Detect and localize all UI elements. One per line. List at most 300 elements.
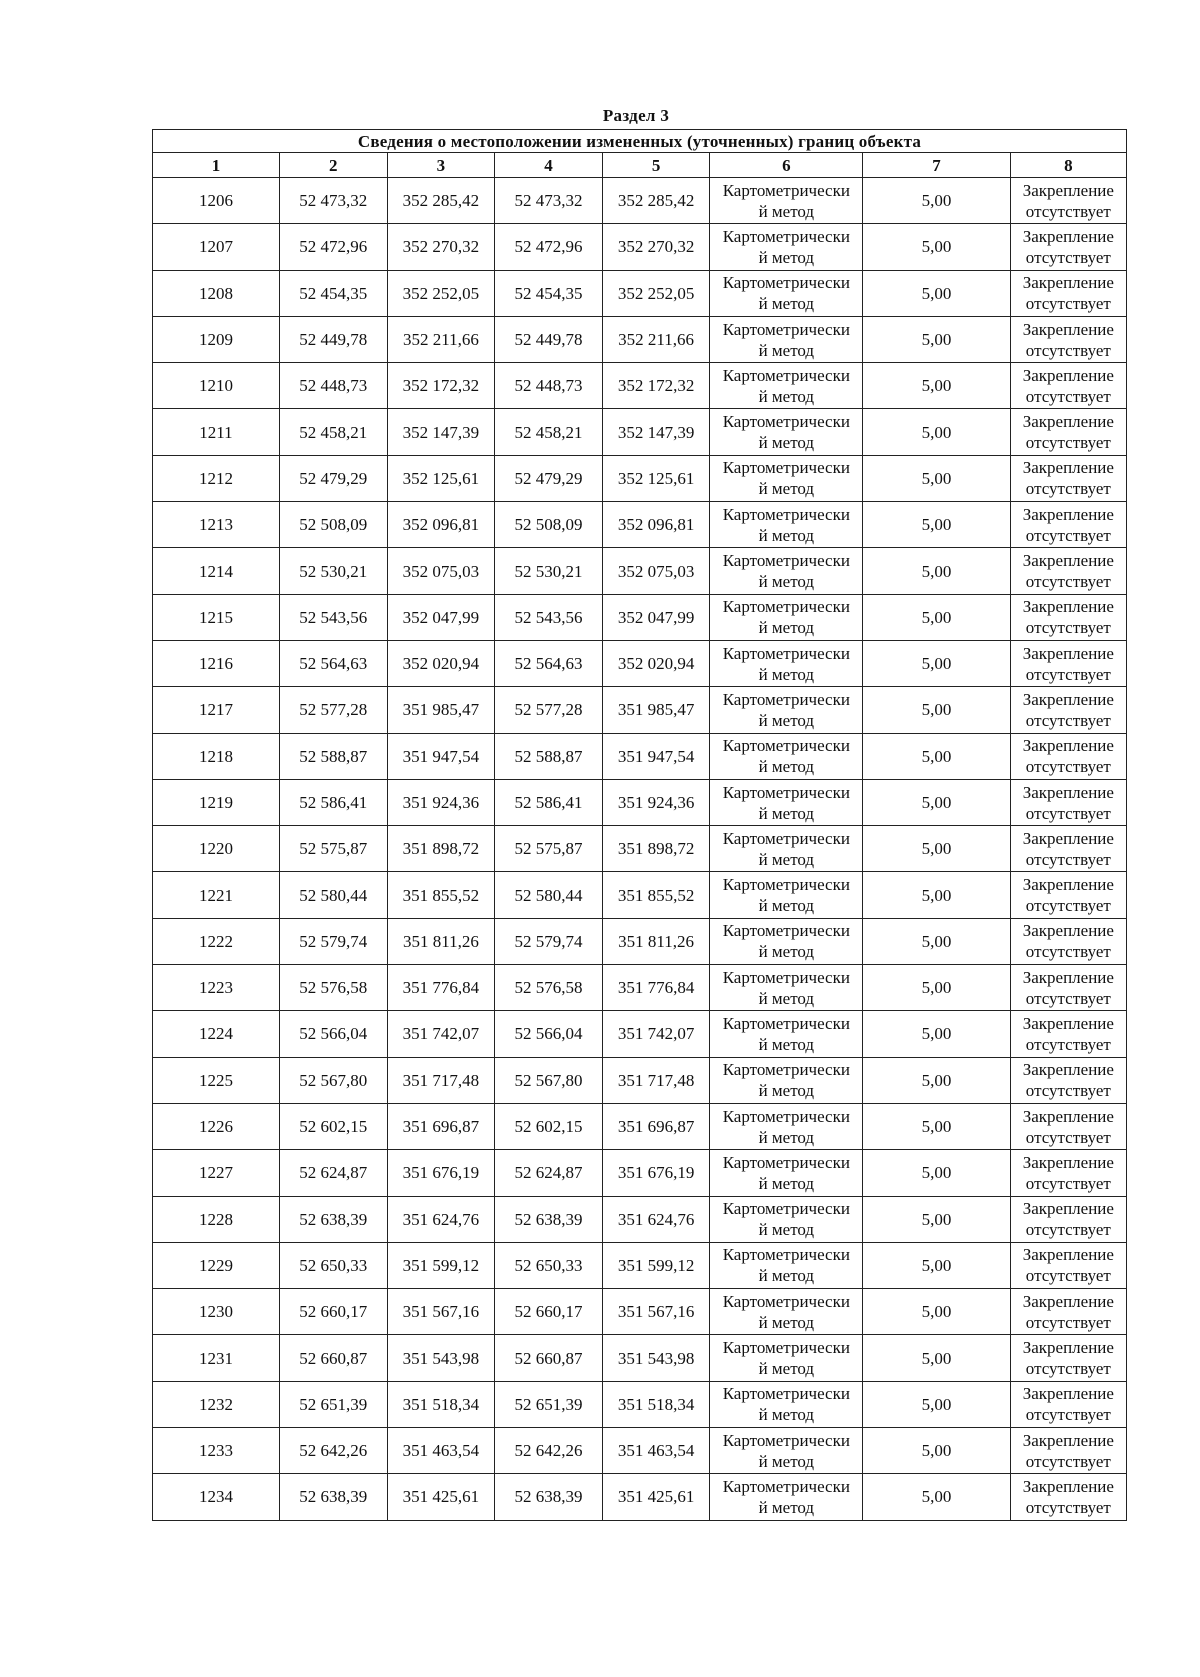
x-coordinate-cell: 52 577,28 — [495, 687, 603, 733]
method-line-2: й метод — [758, 942, 815, 962]
accuracy-cell: 5,00 — [863, 872, 1010, 918]
x-coordinate-cell: 52 449,78 — [279, 316, 387, 362]
x-coordinate-cell: 52 602,15 — [279, 1103, 387, 1149]
accuracy-cell: 5,00 — [863, 733, 1010, 779]
point-number-cell: 1217 — [153, 687, 280, 733]
x-coordinate-cell: 52 577,28 — [279, 687, 387, 733]
point-number-cell: 1216 — [153, 640, 280, 686]
table-caption: Сведения о местоположении измененных (уточненных) границ объекта — [153, 130, 1127, 153]
table-row — [153, 178, 1127, 224]
table-row — [153, 1057, 1127, 1103]
method-line-1: Картометрически — [722, 365, 850, 385]
table-body — [153, 178, 1127, 1521]
fix-line-1: Закрепление — [1022, 597, 1114, 617]
y-coordinate-cell: 351 924,36 — [602, 779, 710, 825]
fix-line-2: отсутствует — [1025, 525, 1111, 545]
x-coordinate-cell: 52 660,17 — [279, 1289, 387, 1335]
y-coordinate-cell: 351 425,61 — [387, 1474, 495, 1520]
point-number-cell: 1231 — [153, 1335, 280, 1381]
y-coordinate-cell: 351 676,19 — [387, 1150, 495, 1196]
method-cell — [710, 270, 863, 316]
fix-line-1: Закрепление — [1022, 1060, 1114, 1080]
fix-line-1: Закрепление — [1022, 1245, 1114, 1265]
method-line-2: й метод — [758, 710, 815, 730]
table-row — [153, 1242, 1127, 1288]
x-coordinate-cell: 52 586,41 — [495, 779, 603, 825]
point-number-cell: 1208 — [153, 270, 280, 316]
fix-line-2: отсутствует — [1025, 1173, 1111, 1193]
fix-line-1: Закрепление — [1022, 1106, 1114, 1126]
y-coordinate-cell: 351 985,47 — [602, 687, 710, 733]
fixing-cell — [1010, 548, 1126, 594]
accuracy-cell: 5,00 — [863, 548, 1010, 594]
method-line-1: Картометрически — [722, 412, 850, 432]
fixing-cell — [1010, 1150, 1126, 1196]
fixing-cell — [1010, 594, 1126, 640]
table-row — [153, 872, 1127, 918]
fixing-cell — [1010, 1196, 1126, 1242]
fix-line-1: Закрепление — [1022, 319, 1114, 339]
x-coordinate-cell: 52 638,39 — [279, 1196, 387, 1242]
fix-line-2: отсутствует — [1025, 1359, 1111, 1379]
fixing-cell — [1010, 965, 1126, 1011]
point-number-cell: 1215 — [153, 594, 280, 640]
fixing-cell — [1010, 779, 1126, 825]
method-line-2: й метод — [758, 988, 815, 1008]
fix-line-2: отсутствует — [1025, 247, 1111, 267]
y-coordinate-cell: 352 211,66 — [602, 316, 710, 362]
column-number: 3 — [387, 153, 495, 178]
y-coordinate-cell: 351 518,34 — [387, 1381, 495, 1427]
fix-line-1: Закрепление — [1022, 1430, 1114, 1450]
x-coordinate-cell: 52 579,74 — [495, 918, 603, 964]
fix-line-1: Закрепление — [1022, 643, 1114, 663]
method-line-2: й метод — [758, 525, 815, 545]
fix-line-1: Закрепление — [1022, 1338, 1114, 1358]
x-coordinate-cell: 52 458,21 — [279, 409, 387, 455]
method-line-1: Картометрически — [722, 1013, 850, 1033]
y-coordinate-cell: 352 211,66 — [387, 316, 495, 362]
y-coordinate-cell: 352 147,39 — [602, 409, 710, 455]
fixing-cell — [1010, 1103, 1126, 1149]
accuracy-cell: 5,00 — [863, 779, 1010, 825]
x-coordinate-cell: 52 449,78 — [495, 316, 603, 362]
method-line-1: Картометрически — [722, 458, 850, 478]
fix-line-2: отсутствует — [1025, 340, 1111, 360]
point-number-cell: 1225 — [153, 1057, 280, 1103]
method-cell — [710, 594, 863, 640]
method-cell — [710, 1289, 863, 1335]
point-number-cell: 1230 — [153, 1289, 280, 1335]
method-line-2: й метод — [758, 386, 815, 406]
x-coordinate-cell: 52 660,17 — [495, 1289, 603, 1335]
point-number-cell: 1212 — [153, 455, 280, 501]
y-coordinate-cell: 352 270,32 — [387, 224, 495, 270]
table-row — [153, 1150, 1127, 1196]
accuracy-cell: 5,00 — [863, 1011, 1010, 1057]
y-coordinate-cell: 352 047,99 — [387, 594, 495, 640]
fix-line-1: Закрепление — [1022, 828, 1114, 848]
method-cell — [710, 1196, 863, 1242]
column-number: 7 — [863, 153, 1010, 178]
fixing-cell — [1010, 1242, 1126, 1288]
y-coordinate-cell: 351 985,47 — [387, 687, 495, 733]
point-number-cell: 1213 — [153, 502, 280, 548]
x-coordinate-cell: 52 650,33 — [279, 1242, 387, 1288]
x-coordinate-cell: 52 642,26 — [279, 1428, 387, 1474]
fix-line-2: отсутствует — [1025, 896, 1111, 916]
method-cell — [710, 1335, 863, 1381]
accuracy-cell: 5,00 — [863, 594, 1010, 640]
y-coordinate-cell: 351 425,61 — [602, 1474, 710, 1520]
fix-line-2: отсутствует — [1025, 618, 1111, 638]
method-line-2: й метод — [758, 1497, 815, 1517]
y-coordinate-cell: 352 172,32 — [602, 363, 710, 409]
point-number-cell: 1214 — [153, 548, 280, 594]
accuracy-cell: 5,00 — [863, 316, 1010, 362]
fixing-cell — [1010, 178, 1126, 224]
method-cell — [710, 733, 863, 779]
table-row — [153, 1335, 1127, 1381]
accuracy-cell: 5,00 — [863, 1381, 1010, 1427]
method-line-2: й метод — [758, 849, 815, 869]
method-line-2: й метод — [758, 664, 815, 684]
y-coordinate-cell: 352 125,61 — [387, 455, 495, 501]
x-coordinate-cell: 52 473,32 — [495, 178, 603, 224]
y-coordinate-cell: 352 252,05 — [602, 270, 710, 316]
x-coordinate-cell: 52 454,35 — [495, 270, 603, 316]
fix-line-1: Закрепление — [1022, 875, 1114, 895]
y-coordinate-cell: 351 624,76 — [602, 1196, 710, 1242]
method-line-1: Картометрически — [722, 875, 850, 895]
method-cell — [710, 872, 863, 918]
point-number-cell: 1218 — [153, 733, 280, 779]
x-coordinate-cell: 52 458,21 — [495, 409, 603, 455]
y-coordinate-cell: 352 020,94 — [602, 640, 710, 686]
y-coordinate-cell: 351 898,72 — [387, 826, 495, 872]
fix-line-1: Закрепление — [1022, 1384, 1114, 1404]
x-coordinate-cell: 52 472,96 — [279, 224, 387, 270]
x-coordinate-cell: 52 448,73 — [279, 363, 387, 409]
y-coordinate-cell: 351 924,36 — [387, 779, 495, 825]
y-coordinate-cell: 352 096,81 — [602, 502, 710, 548]
accuracy-cell: 5,00 — [863, 455, 1010, 501]
column-number: 6 — [710, 153, 863, 178]
y-coordinate-cell: 352 047,99 — [602, 594, 710, 640]
fix-line-2: отсутствует — [1025, 1405, 1111, 1425]
fix-line-2: отсутствует — [1025, 942, 1111, 962]
point-number-cell: 1227 — [153, 1150, 280, 1196]
y-coordinate-cell: 351 947,54 — [602, 733, 710, 779]
method-cell — [710, 826, 863, 872]
table-row — [153, 1103, 1127, 1149]
fix-line-2: отсутствует — [1025, 1081, 1111, 1101]
method-line-1: Картометрически — [722, 319, 850, 339]
y-coordinate-cell: 351 776,84 — [602, 965, 710, 1011]
x-coordinate-cell: 52 530,21 — [279, 548, 387, 594]
method-cell — [710, 1428, 863, 1474]
column-number: 8 — [1010, 153, 1126, 178]
method-cell — [710, 178, 863, 224]
point-number-cell: 1223 — [153, 965, 280, 1011]
accuracy-cell: 5,00 — [863, 687, 1010, 733]
accuracy-cell: 5,00 — [863, 502, 1010, 548]
x-coordinate-cell: 52 479,29 — [495, 455, 603, 501]
accuracy-cell: 5,00 — [863, 1474, 1010, 1520]
fixing-cell — [1010, 872, 1126, 918]
x-coordinate-cell: 52 566,04 — [495, 1011, 603, 1057]
point-number-cell: 1211 — [153, 409, 280, 455]
method-line-1: Картометрически — [722, 1060, 850, 1080]
method-line-1: Картометрически — [722, 828, 850, 848]
accuracy-cell: 5,00 — [863, 1150, 1010, 1196]
fixing-cell — [1010, 409, 1126, 455]
method-line-1: Картометрически — [722, 643, 850, 663]
fixing-cell — [1010, 270, 1126, 316]
accuracy-cell: 5,00 — [863, 1196, 1010, 1242]
accuracy-cell: 5,00 — [863, 1057, 1010, 1103]
method-cell — [710, 548, 863, 594]
method-line-1: Картометрически — [722, 689, 850, 709]
accuracy-cell: 5,00 — [863, 178, 1010, 224]
point-number-cell: 1233 — [153, 1428, 280, 1474]
point-number-cell: 1226 — [153, 1103, 280, 1149]
method-cell — [710, 1011, 863, 1057]
method-line-1: Картометрически — [722, 1291, 850, 1311]
method-cell — [710, 224, 863, 270]
y-coordinate-cell: 352 075,03 — [387, 548, 495, 594]
fixing-cell — [1010, 502, 1126, 548]
point-number-cell: 1207 — [153, 224, 280, 270]
method-cell — [710, 779, 863, 825]
fixing-cell — [1010, 455, 1126, 501]
fix-line-1: Закрепление — [1022, 782, 1114, 802]
y-coordinate-cell: 351 567,16 — [387, 1289, 495, 1335]
method-cell — [710, 363, 863, 409]
table-row — [153, 918, 1127, 964]
accuracy-cell: 5,00 — [863, 409, 1010, 455]
method-line-2: й метод — [758, 618, 815, 638]
accuracy-cell: 5,00 — [863, 918, 1010, 964]
method-line-2: й метод — [758, 1220, 815, 1240]
method-line-1: Картометрически — [722, 1338, 850, 1358]
method-cell — [710, 1150, 863, 1196]
y-coordinate-cell: 351 599,12 — [387, 1242, 495, 1288]
y-coordinate-cell: 352 252,05 — [387, 270, 495, 316]
accuracy-cell: 5,00 — [863, 224, 1010, 270]
x-coordinate-cell: 52 588,87 — [279, 733, 387, 779]
accuracy-cell: 5,00 — [863, 1428, 1010, 1474]
table-caption-row — [153, 130, 1127, 153]
x-coordinate-cell: 52 660,87 — [279, 1335, 387, 1381]
fix-line-1: Закрепление — [1022, 273, 1114, 293]
x-coordinate-cell: 52 566,04 — [279, 1011, 387, 1057]
table-row — [153, 1381, 1127, 1427]
fix-line-2: отсутствует — [1025, 294, 1111, 314]
method-cell — [710, 409, 863, 455]
point-number-cell: 1210 — [153, 363, 280, 409]
accuracy-cell: 5,00 — [863, 1289, 1010, 1335]
fix-line-2: отсутствует — [1025, 710, 1111, 730]
accuracy-cell: 5,00 — [863, 826, 1010, 872]
point-number-cell: 1222 — [153, 918, 280, 964]
method-line-2: й метод — [758, 247, 815, 267]
table-row — [153, 502, 1127, 548]
method-line-1: Картометрически — [722, 967, 850, 987]
point-number-cell: 1228 — [153, 1196, 280, 1242]
y-coordinate-cell: 352 147,39 — [387, 409, 495, 455]
y-coordinate-cell: 351 463,54 — [602, 1428, 710, 1474]
method-line-2: й метод — [758, 757, 815, 777]
fixing-cell — [1010, 1335, 1126, 1381]
method-cell — [710, 965, 863, 1011]
accuracy-cell: 5,00 — [863, 965, 1010, 1011]
point-number-cell: 1232 — [153, 1381, 280, 1427]
method-line-2: й метод — [758, 1081, 815, 1101]
point-number-cell: 1219 — [153, 779, 280, 825]
method-line-2: й метод — [758, 1312, 815, 1332]
table-row — [153, 316, 1127, 362]
method-line-2: й метод — [758, 896, 815, 916]
fix-line-1: Закрепление — [1022, 504, 1114, 524]
fix-line-1: Закрепление — [1022, 921, 1114, 941]
x-coordinate-cell: 52 580,44 — [495, 872, 603, 918]
fix-line-1: Закрепление — [1022, 180, 1114, 200]
fix-line-2: отсутствует — [1025, 849, 1111, 869]
table-row — [153, 1011, 1127, 1057]
fix-line-1: Закрепление — [1022, 365, 1114, 385]
method-cell — [710, 640, 863, 686]
fixing-cell — [1010, 1381, 1126, 1427]
x-coordinate-cell: 52 586,41 — [279, 779, 387, 825]
x-coordinate-cell: 52 638,39 — [495, 1196, 603, 1242]
y-coordinate-cell: 352 285,42 — [602, 178, 710, 224]
table-row — [153, 826, 1127, 872]
y-coordinate-cell: 351 567,16 — [602, 1289, 710, 1335]
method-line-1: Картометрически — [722, 736, 850, 756]
fix-line-1: Закрепление — [1022, 689, 1114, 709]
method-line-2: й метод — [758, 1451, 815, 1471]
accuracy-cell: 5,00 — [863, 1103, 1010, 1149]
fix-line-2: отсутствует — [1025, 386, 1111, 406]
fixing-cell — [1010, 733, 1126, 779]
x-coordinate-cell: 52 651,39 — [495, 1381, 603, 1427]
method-line-2: й метод — [758, 1405, 815, 1425]
point-number-cell: 1220 — [153, 826, 280, 872]
method-line-2: й метод — [758, 803, 815, 823]
x-coordinate-cell: 52 624,87 — [279, 1150, 387, 1196]
x-coordinate-cell: 52 650,33 — [495, 1242, 603, 1288]
fixing-cell — [1010, 224, 1126, 270]
x-coordinate-cell: 52 651,39 — [279, 1381, 387, 1427]
x-coordinate-cell: 52 642,26 — [495, 1428, 603, 1474]
y-coordinate-cell: 351 676,19 — [602, 1150, 710, 1196]
fixing-cell — [1010, 826, 1126, 872]
point-number-cell: 1229 — [153, 1242, 280, 1288]
y-coordinate-cell: 351 624,76 — [387, 1196, 495, 1242]
x-coordinate-cell: 52 575,87 — [495, 826, 603, 872]
y-coordinate-cell: 351 776,84 — [387, 965, 495, 1011]
method-line-1: Картометрически — [722, 226, 850, 246]
accuracy-cell: 5,00 — [863, 270, 1010, 316]
x-coordinate-cell: 52 588,87 — [495, 733, 603, 779]
table-row — [153, 1196, 1127, 1242]
x-coordinate-cell: 52 567,80 — [495, 1057, 603, 1103]
fix-line-1: Закрепление — [1022, 967, 1114, 987]
x-coordinate-cell: 52 473,32 — [279, 178, 387, 224]
fix-line-2: отсутствует — [1025, 1220, 1111, 1240]
method-cell — [710, 1057, 863, 1103]
method-line-1: Картометрически — [722, 1476, 850, 1496]
x-coordinate-cell: 52 564,63 — [495, 640, 603, 686]
method-cell — [710, 918, 863, 964]
fix-line-2: отсутствует — [1025, 1127, 1111, 1147]
x-coordinate-cell: 52 580,44 — [279, 872, 387, 918]
method-cell — [710, 1474, 863, 1520]
y-coordinate-cell: 351 696,87 — [602, 1103, 710, 1149]
method-line-2: й метод — [758, 1127, 815, 1147]
column-number: 1 — [153, 153, 280, 178]
method-line-1: Картометрически — [722, 180, 850, 200]
y-coordinate-cell: 351 855,52 — [602, 872, 710, 918]
y-coordinate-cell: 351 947,54 — [387, 733, 495, 779]
method-cell — [710, 502, 863, 548]
column-number: 5 — [602, 153, 710, 178]
table-row — [153, 1474, 1127, 1520]
fixing-cell — [1010, 1011, 1126, 1057]
table-row — [153, 965, 1127, 1011]
method-line-2: й метод — [758, 572, 815, 592]
fix-line-2: отсутствует — [1025, 433, 1111, 453]
table-row — [153, 270, 1127, 316]
method-line-1: Картометрически — [722, 504, 850, 524]
y-coordinate-cell: 351 599,12 — [602, 1242, 710, 1288]
fix-line-1: Закрепление — [1022, 1291, 1114, 1311]
point-number-cell: 1221 — [153, 872, 280, 918]
fix-line-2: отсутствует — [1025, 757, 1111, 777]
fix-line-1: Закрепление — [1022, 551, 1114, 571]
x-coordinate-cell: 52 567,80 — [279, 1057, 387, 1103]
y-coordinate-cell: 351 811,26 — [387, 918, 495, 964]
method-line-1: Картометрически — [722, 1245, 850, 1265]
method-line-1: Картометрически — [722, 1106, 850, 1126]
column-number: 2 — [279, 153, 387, 178]
x-coordinate-cell: 52 564,63 — [279, 640, 387, 686]
fixing-cell — [1010, 1057, 1126, 1103]
x-coordinate-cell: 52 508,09 — [495, 502, 603, 548]
point-number-cell: 1224 — [153, 1011, 280, 1057]
x-coordinate-cell: 52 448,73 — [495, 363, 603, 409]
fix-line-2: отсутствует — [1025, 664, 1111, 684]
y-coordinate-cell: 351 717,48 — [602, 1057, 710, 1103]
method-line-2: й метод — [758, 479, 815, 499]
y-coordinate-cell: 351 543,98 — [602, 1335, 710, 1381]
method-line-1: Картометрически — [722, 597, 850, 617]
fixing-cell — [1010, 363, 1126, 409]
coordinates-table — [152, 129, 1127, 1521]
fix-line-1: Закрепление — [1022, 1476, 1114, 1496]
y-coordinate-cell: 351 811,26 — [602, 918, 710, 964]
table-row — [153, 455, 1127, 501]
fixing-cell — [1010, 687, 1126, 733]
method-line-2: й метод — [758, 1359, 815, 1379]
method-line-1: Картометрически — [722, 273, 850, 293]
method-line-1: Картометрически — [722, 1430, 850, 1450]
y-coordinate-cell: 351 463,54 — [387, 1428, 495, 1474]
fix-line-2: отсутствует — [1025, 1497, 1111, 1517]
x-coordinate-cell: 52 454,35 — [279, 270, 387, 316]
point-number-cell: 1234 — [153, 1474, 280, 1520]
